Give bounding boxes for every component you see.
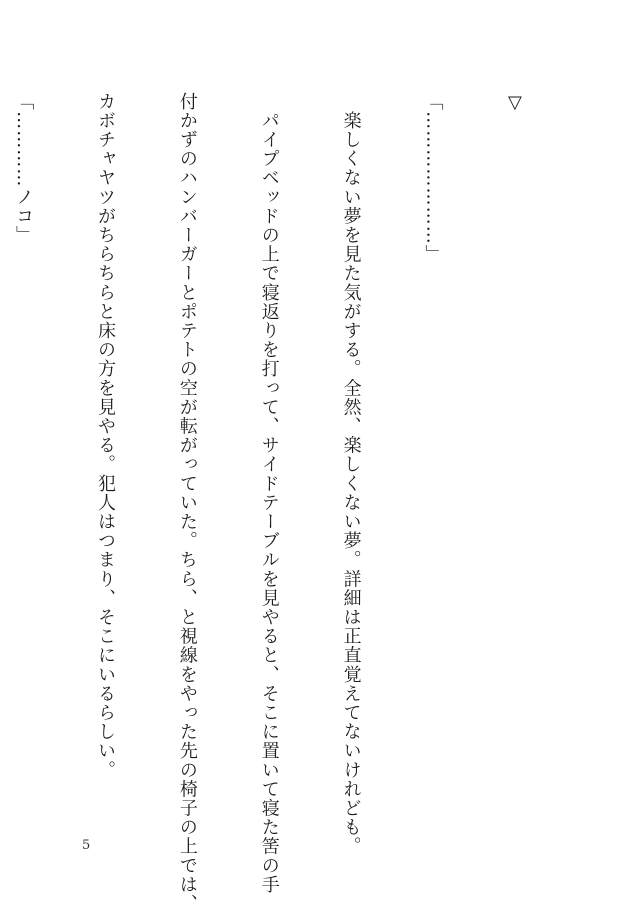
section-marker: ▽ bbox=[504, 92, 526, 115]
paragraph-line: 付かずのハンバーガーとポテトの空が転がっていた。ちら、と視線をやった先の椅子の上では、 bbox=[176, 92, 198, 913]
dialogue-line: 「…………ノコ」 bbox=[13, 92, 35, 245]
page-number: 5 bbox=[82, 838, 91, 853]
vertical-text-body bbox=[13, 92, 583, 913]
paragraph-line: カボチャヤツがちらちらと床の方を見やる。犯人はつまり、そこにいるらしい。 bbox=[94, 92, 116, 780]
dialogue-line: 「…………………」 bbox=[422, 92, 444, 264]
paragraph-line: 楽しくない夢を見た気がする。全然、楽しくない夢。詳細は正直覚えてないけれども。 bbox=[340, 92, 362, 856]
paragraph-line: パイプベッドの上で寝返りを打って、サイドテーブルを見やると、そこに置いて寝た筈の手 bbox=[258, 92, 280, 895]
